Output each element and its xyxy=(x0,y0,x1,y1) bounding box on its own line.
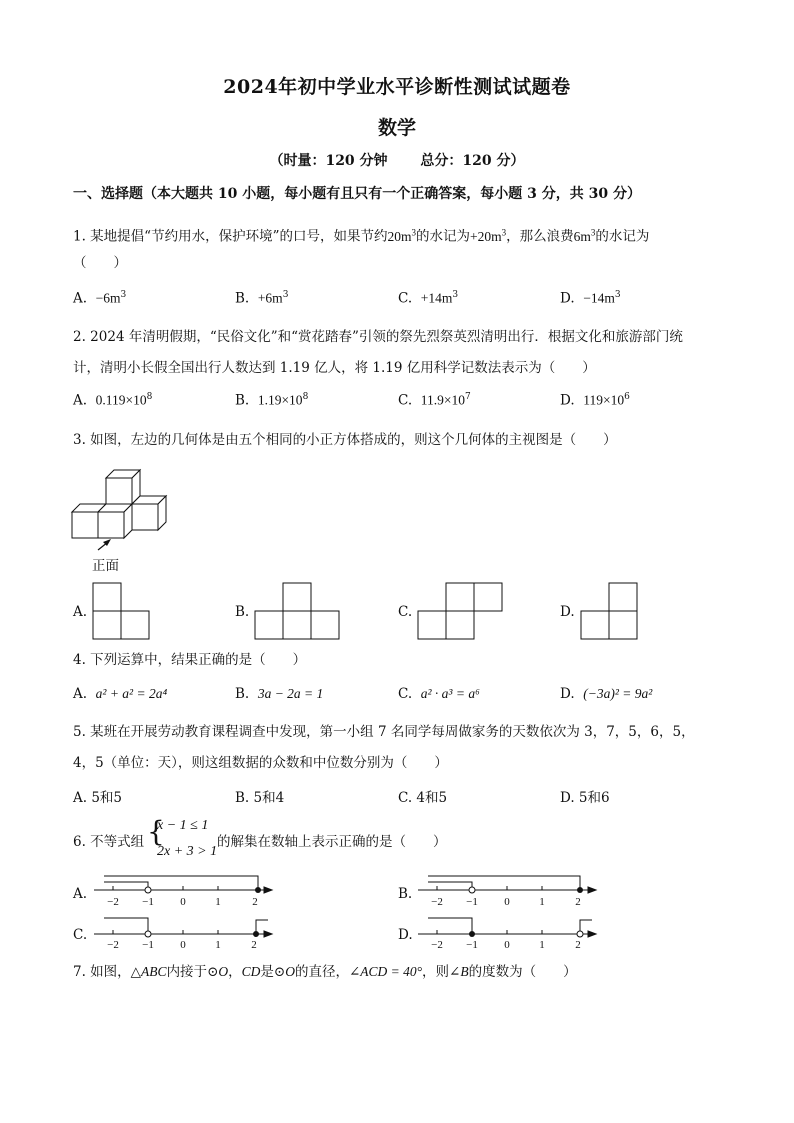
question-2-stem-line2: 计，清明小长假全国出行人数达到 1.19 亿人，将 1.19 亿用科学记数法表示为（ ） xyxy=(73,360,596,376)
inequality-1: x − 1 ≤ 1 xyxy=(157,818,209,833)
question-6-stem-b: 的解集在数轴上表示正确的是（ ） xyxy=(217,834,447,850)
tick-label: −2 xyxy=(107,896,119,908)
q1-option-d[interactable]: D. $-14m^3$ xyxy=(560,290,621,307)
tick-label: 1 xyxy=(539,896,545,908)
front-label: 正面 xyxy=(92,558,119,574)
tick-label: 2 xyxy=(252,896,258,908)
q5-option-a[interactable]: A. 5和5 xyxy=(73,790,123,806)
question-1-stem-line2: （ ） xyxy=(73,255,127,271)
question-3-stem: 3. 如图，左边的几何体是由五个相同的小正方体搭成的，则这个几何体的主视图是（ ） xyxy=(73,432,617,448)
tick-label: 1 xyxy=(539,939,545,950)
question-1-stem xyxy=(73,222,649,247)
tick-label: −2 xyxy=(431,939,443,950)
q6-option-a-label[interactable]: A. xyxy=(73,886,88,902)
q5-option-c[interactable]: C. 4和5 xyxy=(398,790,448,806)
q1-option-b[interactable]: B. $+6m^3$ xyxy=(235,290,289,307)
circle-o: ⊙O xyxy=(207,964,229,979)
tick-label: 0 xyxy=(180,939,186,950)
question-7-stem: 7. 如图，△ABC内接于⊙O，CD是⊙O的直径，∠ACD = 40°，则∠B的度数为（ ） xyxy=(73,964,577,980)
tick-label: 0 xyxy=(504,939,510,950)
q5-option-b[interactable]: B. 5和4 xyxy=(235,790,285,806)
tick-label: 0 xyxy=(504,896,510,908)
q1-option-c[interactable]: C. $+14m^3$ xyxy=(398,290,459,307)
q2-option-c[interactable]: C. $11.9\times 10^7$ xyxy=(398,392,471,409)
q1-m2: $+20m^3$ xyxy=(470,227,507,244)
tick-label: 2 xyxy=(575,896,581,908)
angle-acd: ∠ACD = 40° xyxy=(348,964,423,979)
q1-m1: $20m^3$ xyxy=(387,227,416,244)
tick-label: −2 xyxy=(107,939,119,950)
q1-text-c: ，那么浪费 xyxy=(506,228,574,245)
q6-option-b-label[interactable]: B. xyxy=(398,886,413,902)
q6-option-a-numberline xyxy=(92,874,277,910)
q6-option-b-numberline xyxy=(416,874,601,910)
q1-option-a[interactable]: A. $-6m^3$ xyxy=(73,290,127,307)
brace-icon: { xyxy=(147,815,165,848)
q3-option-d-label[interactable]: D. xyxy=(560,604,575,620)
q1-m3: $6m^3$ xyxy=(573,227,596,244)
q1-text-d: 的水记为 xyxy=(595,228,650,245)
tick-label: 0 xyxy=(180,896,186,908)
q2-option-d[interactable]: D. $119\times 10^6$ xyxy=(560,392,630,409)
tick-label: 2 xyxy=(575,939,581,950)
tick-label: −1 xyxy=(466,896,478,908)
question-5-stem-line1: 5. 某班在开展劳动教育课程调查中发现，第一小组 7 名同学每周做家务的天数依次为 3，7，5，6，5， xyxy=(73,724,695,740)
tick-label: 1 xyxy=(215,939,221,950)
triangle-abc: △ABC xyxy=(130,964,167,979)
tick-label: −1 xyxy=(142,939,154,950)
circle-o-2: ⊙O xyxy=(273,964,295,979)
q4-option-c[interactable]: C. a² · a³ = a⁶ xyxy=(398,686,480,702)
q3-option-a-figure xyxy=(92,582,152,640)
angle-b: ∠B xyxy=(449,964,469,979)
segment-cd: CD xyxy=(241,964,261,979)
q3-option-b-label[interactable]: B. xyxy=(235,604,250,620)
section-heading: 一、选择题（本大题共 10 小题，每小题有且只有一个正确答案，每小题 3 分，共 30 分） xyxy=(73,186,641,202)
q3-option-b-figure xyxy=(254,582,342,640)
question-5-stem-line2: 4，5（单位：天），则这组数据的众数和中位数分别为（ ） xyxy=(73,755,448,771)
q1-text-a: 1. 某地提倡“节约用水，保护环境”的口号，如果节约 xyxy=(73,228,388,245)
inequality-2: 2x + 3 > 1 xyxy=(157,844,218,859)
question-6-stem-a: 6. 不等式组 xyxy=(73,834,145,850)
q4-option-b[interactable]: B. 3a − 2a = 1 xyxy=(235,686,324,702)
question-4-stem: 4. 下列运算中，结果正确的是（ ） xyxy=(73,652,307,668)
question-2-stem-line1: 2. 2024 年清明假期，“民俗文化”和“赏花踏春”引领的祭先烈祭英烈清明出行．根据文化和旅游部门统 xyxy=(73,329,683,345)
q5-option-d[interactable]: D. 5和6 xyxy=(560,790,610,806)
tick-label: 2 xyxy=(251,939,257,950)
tick-label: −2 xyxy=(431,896,443,908)
q3-option-c-label[interactable]: C. xyxy=(398,604,413,620)
q3-option-a-label[interactable]: A. xyxy=(73,604,88,620)
q2-option-b[interactable]: B. $1.19\times 10^8$ xyxy=(235,392,309,409)
q6-option-c-numberline xyxy=(92,914,277,950)
subject-title: 数学 xyxy=(377,117,416,139)
q3-option-c-figure xyxy=(417,582,505,640)
exam-meta: （时量：120 分钟 总分：120 分） xyxy=(269,153,525,169)
q1-text-b: 的水记为 xyxy=(416,228,470,245)
q3-solid-figure xyxy=(68,462,178,552)
page-title: 2024年初中学业水平诊断性测试试题卷 xyxy=(223,76,571,98)
q2-option-a[interactable]: A. $0.119\times 10^8$ xyxy=(73,392,153,409)
tick-label: −1 xyxy=(466,939,478,950)
tick-label: −1 xyxy=(142,896,154,908)
q6-option-d-label[interactable]: D. xyxy=(398,927,413,943)
q6-option-d-numberline xyxy=(416,914,601,950)
q4-option-a[interactable]: A. a² + a² = 2a⁴ xyxy=(73,686,168,702)
q3-option-d-figure xyxy=(580,582,640,640)
tick-label: 1 xyxy=(215,896,221,908)
q6-option-c-label[interactable]: C. xyxy=(73,927,88,943)
q4-option-d[interactable]: D. (−3a)² = 9a² xyxy=(560,686,653,702)
